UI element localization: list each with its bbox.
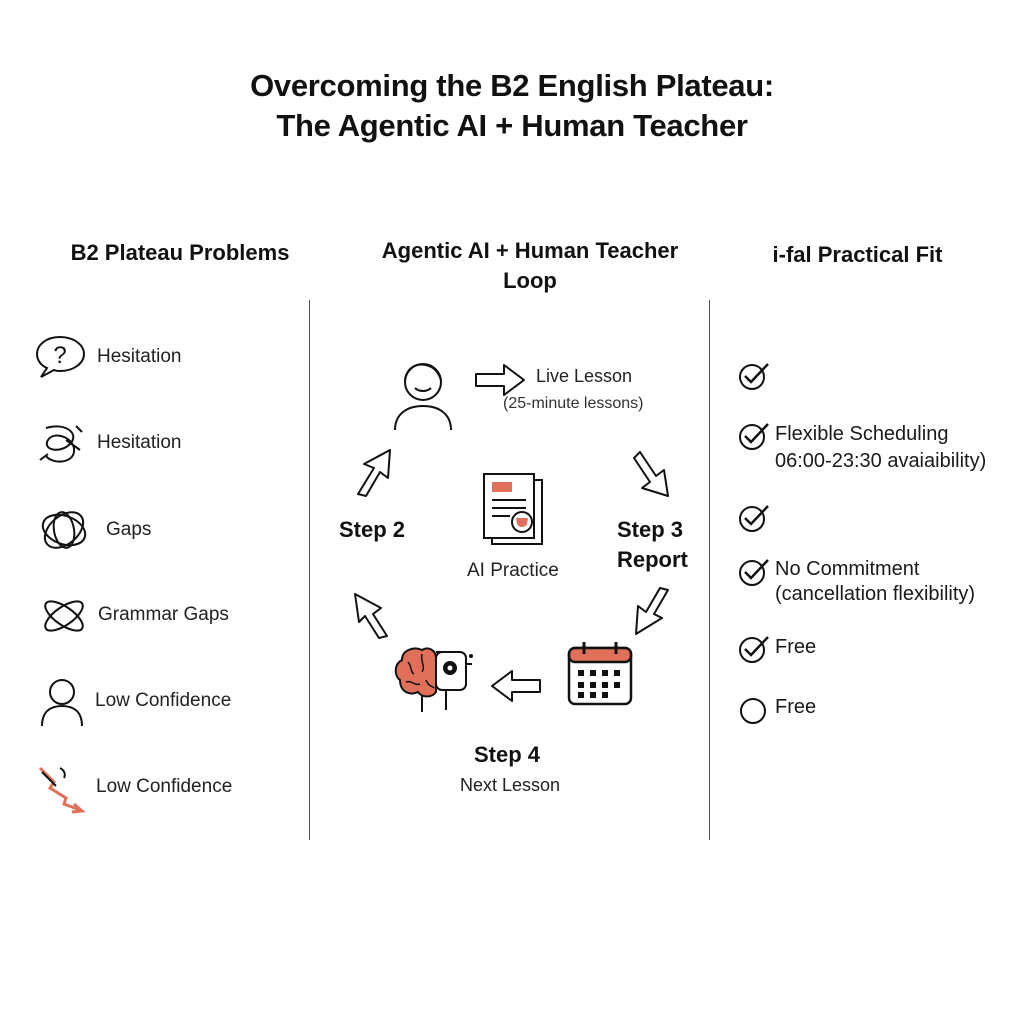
calendar-icon xyxy=(566,640,634,708)
fit-heading: i-fal Practical Fit xyxy=(772,242,943,267)
step-4-label: Step 4 xyxy=(474,742,541,767)
empty-circle-icon xyxy=(739,697,767,725)
problem-label-2: Hesitation xyxy=(97,432,182,453)
fit-label-2a: Flexible Scheduling xyxy=(775,423,949,445)
report-document-icon xyxy=(480,472,546,548)
arrow-right-icon xyxy=(474,362,528,398)
person-icon xyxy=(38,676,86,728)
arrow-up-left-icon xyxy=(349,588,395,640)
title-line-1: Overcoming the B2 English Plateau: xyxy=(250,68,774,103)
next-lesson-label: Next Lesson xyxy=(460,775,561,795)
arrow-up-icon xyxy=(350,446,396,498)
fit-label-6: Free xyxy=(775,696,817,718)
check-circle-icon xyxy=(738,361,772,391)
report-label: Report xyxy=(617,547,688,572)
loop-heading xyxy=(340,236,720,296)
loop-knot-icon xyxy=(38,594,90,638)
check-circle-icon xyxy=(738,634,772,664)
problem-label-4: Grammar Gaps xyxy=(98,604,229,625)
teacher-icon xyxy=(393,358,453,432)
zigzag-down-arrow-icon xyxy=(36,762,90,814)
step-2-label: Step 2 xyxy=(339,517,406,542)
problem-label-3: Gaps xyxy=(106,519,152,540)
divider-right xyxy=(709,300,710,840)
live-lesson-sub: (25-minute lessons) xyxy=(503,395,644,412)
check-circle-icon xyxy=(738,421,772,451)
problem-label-1: Hesitation xyxy=(97,346,182,367)
knot-icon xyxy=(38,506,90,554)
fit-label-2b: 06:00-23:30 avaiaibility) xyxy=(775,450,987,472)
arrow-down-left-icon xyxy=(630,586,676,638)
loop-heading-line-2: Loop xyxy=(503,268,557,293)
loop-heading-line-1: Agentic AI + Human Teacher xyxy=(381,238,679,263)
fit-label-4b: (cancellation flexibility) xyxy=(775,583,976,605)
problems-heading: B2 Plateau Problems xyxy=(70,240,290,265)
check-circle-icon xyxy=(738,503,772,533)
check-circle-icon xyxy=(738,557,772,587)
ai-practice-label: AI Practice xyxy=(467,560,559,581)
fit-label-4a: No Commitment xyxy=(775,558,920,580)
arrow-left-icon xyxy=(488,668,542,704)
ai-brain-head-icon xyxy=(392,642,474,714)
divider-left xyxy=(309,300,310,840)
step-3-label: Step 3 xyxy=(617,517,684,542)
svg-text:?: ? xyxy=(53,342,67,369)
fit-label-5: Free xyxy=(775,636,817,658)
arrow-down-icon xyxy=(630,448,676,500)
page-title xyxy=(0,66,1024,146)
problem-label-5: Low Confidence xyxy=(95,690,232,711)
tangle-icon xyxy=(36,420,88,468)
problem-label-6: Low Confidence xyxy=(96,776,233,797)
speech-question-icon xyxy=(34,334,88,380)
title-line-2: The Agentic AI + Human Teacher xyxy=(276,108,748,143)
live-lesson-label: Live Lesson xyxy=(536,366,633,386)
